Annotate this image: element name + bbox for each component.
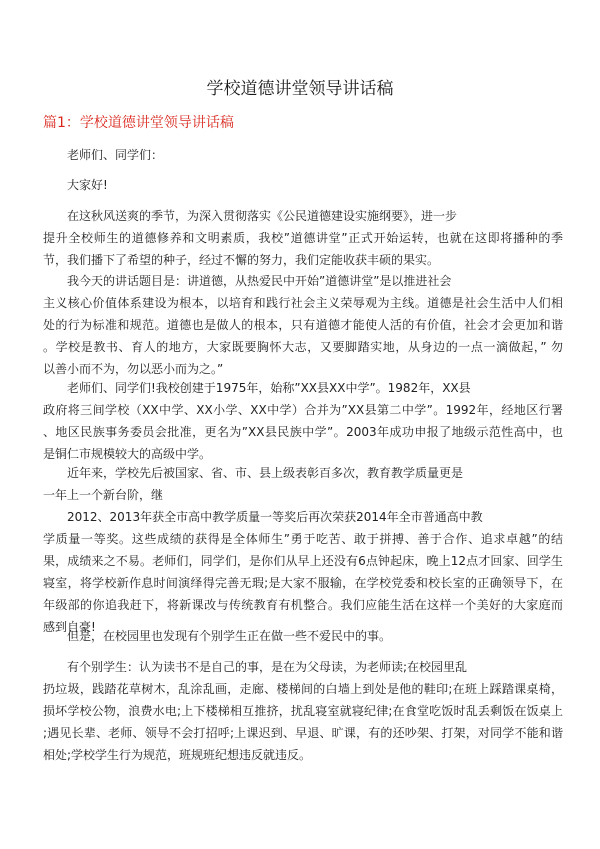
paragraph-line: 学质量一等奖。这些成绩的获得是全体师生”勇于吃苦、敢于拼搏、善于合作、追求卓越”的结	[43, 532, 563, 546]
paragraph-3	[43, 377, 563, 465]
hello-paragraph	[43, 174, 563, 196]
greeting-paragraph	[43, 144, 563, 166]
paragraph-5	[43, 506, 563, 638]
paragraph-line: 但是，在校园里也发现有个别学生正在做一些不爱民中的事。	[67, 629, 392, 643]
paragraph-line: 节，我们播下了希望的种子，经过不懈的努力，我们定能收获丰硕的果实。	[43, 253, 440, 267]
paragraph-6	[43, 625, 563, 647]
paragraph-line: 主义核心价值体系建设为根本，以培育和践行社会主义荣辱观为主线。道德是社会生活中人们相	[43, 296, 563, 310]
paragraph-line: 提升全校师生的道德修养和文明素质，我校”道德讲堂”正式开始运转，也就在这即将播种的季	[43, 231, 563, 245]
paragraph-line: 在这秋风送爽的季节，为深入贯彻落实《公民道德建设实施纲要》，进一步	[67, 209, 458, 223]
paragraph-line: 我今天的讲话题目是：讲道德，从热爱民中开始”道德讲堂”是以推进社会	[67, 274, 452, 288]
paragraph-line: 果，成绩来之不易。老师们，同学们，是你们从早上还没有6点钟起床，晚上12点才回家、回学生	[43, 554, 563, 568]
paragraph-line: 老师们、同学们!我校创建于1975年，始称”XX县XX中学”。1982年，XX县	[67, 381, 471, 395]
paragraph-line: 年级部的你追我赶下，将新课改与传统教育有机整合。我们应能生活在这样一个美好的大家庭而	[43, 598, 563, 612]
paragraph-line: 处的行为标准和规范。道德也是做人的根本，只有道德才能使人活的有价值，社会才会更加和谐	[43, 318, 563, 332]
paragraph-line: 是铜仁市规模较大的高级中学。	[43, 447, 212, 461]
paragraph-line: 扔垃圾，践踏花草树木，乱涂乱画，走廊、楼梯间的白墙上到处是他的鞋印;在班上踩踏课桌椅，	[43, 682, 563, 696]
paragraph-1	[43, 205, 563, 271]
paragraph-line: 有个别学生：认为读书不是自己的事，是在为父母读，为老师读;在校园里乱	[67, 660, 468, 674]
paragraph-line: 损坏学校公物，浪费水电;上下楼梯相互推挤，扰乱寝室就寝纪律;在食堂吃饭时乱丢剩饭在饭桌上	[43, 704, 563, 718]
paragraph-line: 政府将三间学校（XX中学、XX小学、XX中学）合并为”XX县第二中学”。1992年，经地区行署	[43, 403, 563, 417]
paragraph-line: 。学校是教书、育人的地方，大家既要胸怀大志，又要脚踏实地，从身边的一点一滴做起，” 勿	[43, 340, 563, 354]
paragraph-line: ;遇见长辈、老师、领导不会打招呼;上课迟到、早退、旷课，有的还吵架、打架，对同学不能和谐	[43, 726, 563, 740]
paragraph-line: 以善小而不为，勿以恶小而为之。”	[43, 362, 224, 376]
paragraph-7	[43, 656, 563, 766]
paragraph-line: 寝室，将学校新作息时间演绎得完善无瑕;是大家不服输，在学校党委和校长室的正确领导下，在	[43, 576, 563, 590]
paragraph-line: 感到自豪!	[43, 620, 96, 634]
paragraph-line: 相处;学校学生行为规范，班规班纪想违反就违反。	[43, 748, 312, 762]
greeting-line: 老师们、同学们：	[67, 148, 164, 162]
paragraph-line: 、地区民族事务委员会批准，更名为”XX县民族中学”。2003年成功申报了地级示范性高中，也	[43, 425, 563, 439]
paragraph-line: 2012、2013年获全市高中教学质量一等奖后再次荣获2014年全市普通高中教	[67, 510, 483, 524]
paragraph-4	[43, 462, 563, 506]
document-title: 学校道德讲堂领导讲话稿	[206, 79, 394, 99]
paragraph-line: 一年上一个新台阶，继	[43, 488, 164, 502]
paragraph-line: 近年来，学校先后被国家、省、市、县上级表彰百多次，教育教学质量更是	[67, 466, 464, 480]
hello-line: 大家好!	[67, 178, 108, 192]
paragraph-2	[43, 270, 563, 380]
section-heading: 篇1：学校道德讲堂领导讲话稿	[43, 115, 234, 131]
